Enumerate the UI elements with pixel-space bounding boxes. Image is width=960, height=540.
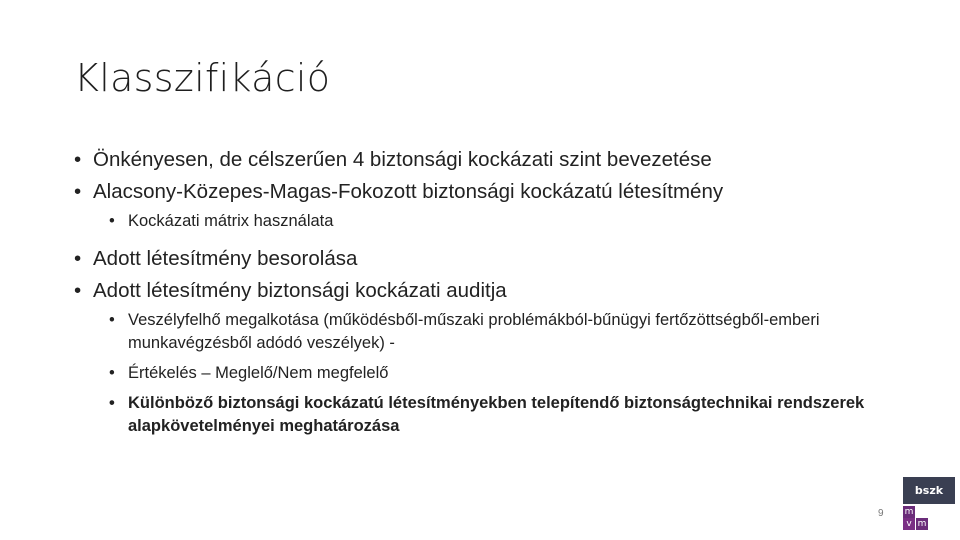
logo-letter-v: v	[903, 518, 915, 530]
bullet-item: • Önkényesen, de célszerűen 4 biztonsági kockázati szint bevezetése	[74, 146, 894, 174]
logo-letter-m: m	[904, 506, 914, 517]
bullet-item: • Alacsony-Közepes-Magas-Fokozott biztonsági kockázatú létesítmény	[74, 178, 894, 206]
sub-bullet-item: • Kockázati mátrix használata	[109, 210, 894, 233]
page-number: 9	[878, 508, 884, 519]
bullet-item: • Adott létesítmény biztonsági kockázati auditja	[74, 277, 894, 305]
sub-bullet-item-bold: • Különböző biztonsági kockázatú létesítményekben telepítendő biztonságtechnikai rendszerek alapkövetelményei meghatározása	[109, 392, 894, 438]
bszk-logo	[903, 477, 955, 529]
bullet-list	[74, 146, 894, 445]
sub-bullet-item: • Veszélyfelhő megalkotása (működésből-műszaki problémákból-bűnügyi fertőzöttségből-emberi munkavégzésből adódó veszélyek) -	[109, 309, 894, 355]
sub-bullet-item: • Értékelés – Meglelő/Nem megfelelő	[109, 362, 894, 385]
slide-title: Klasszifikáció	[74, 56, 331, 100]
logo-top-block: bszk	[903, 477, 955, 504]
logo-letter-m2: m	[917, 518, 927, 529]
bullet-item: • Adott létesítmény besorolása	[74, 245, 894, 273]
